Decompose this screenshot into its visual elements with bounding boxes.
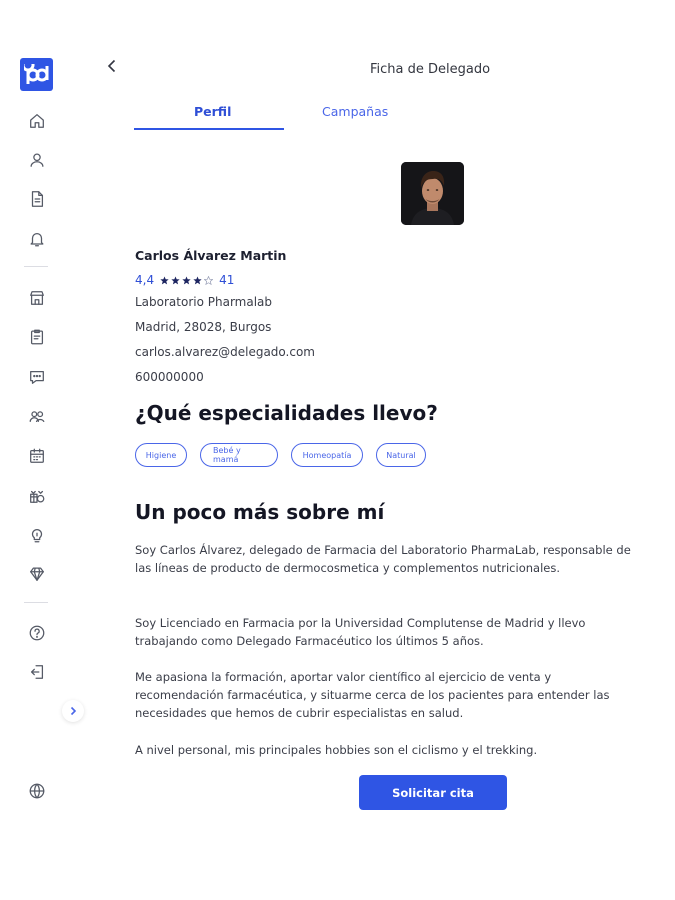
about-paragraph: Soy Carlos Álvarez, delegado de Farmacia del Laboratorio PharmaLab, responsable de las líneas de producto de dermocosmetica y complementos nutricionales. bbox=[135, 543, 631, 575]
rating-stars bbox=[160, 276, 213, 285]
phone[interactable]: 600000000 bbox=[135, 370, 204, 384]
gifts-icon[interactable] bbox=[26, 485, 48, 507]
specialties-list bbox=[135, 443, 426, 467]
star-filled-icon bbox=[171, 276, 180, 285]
app-logo[interactable] bbox=[20, 58, 53, 91]
page-title: Ficha de Delegado bbox=[370, 62, 491, 77]
star-empty-icon bbox=[204, 276, 213, 285]
star-filled-icon bbox=[193, 276, 202, 285]
about-paragraph: A nivel personal, mis principales hobbies son el ciclismo y el trekking. bbox=[135, 743, 538, 757]
about-paragraph: Me apasiona la formación, aportar valor científico al ejercicio de venta y recomendación farmacéutica, y situarme cerca de los pacientes para entender las necesidades que hemos de cubrir especialistas en salud. bbox=[135, 670, 610, 720]
delegate-name: Carlos Álvarez Martin bbox=[135, 248, 287, 263]
request-appointment-button[interactable]: Solicitar cita bbox=[359, 775, 507, 810]
specialty-chip[interactable]: Bebé y mamá bbox=[200, 443, 278, 467]
document-icon[interactable] bbox=[26, 188, 48, 210]
specialty-chip[interactable]: Natural bbox=[376, 443, 426, 467]
calendar-icon[interactable] bbox=[26, 445, 48, 467]
logout-icon[interactable] bbox=[26, 661, 48, 683]
email[interactable]: carlos.alvarez@delegado.com bbox=[135, 345, 315, 359]
chevron-left-icon bbox=[106, 59, 118, 73]
tab-campanas[interactable]: Campañas bbox=[322, 104, 389, 119]
specialties-heading: ¿Qué especialidades llevo? bbox=[135, 401, 438, 425]
chat-icon[interactable] bbox=[26, 366, 48, 388]
clipboard-icon[interactable] bbox=[26, 326, 48, 348]
company-name: Laboratorio Pharmalab bbox=[135, 295, 273, 309]
rating-value: 4,4 bbox=[135, 273, 155, 287]
lightbulb-icon[interactable] bbox=[26, 524, 48, 546]
tab-bar bbox=[134, 104, 454, 132]
review-count: 41 bbox=[219, 273, 235, 287]
back-button[interactable] bbox=[102, 56, 122, 76]
profile-photo bbox=[401, 162, 464, 225]
diamond-icon[interactable] bbox=[26, 563, 48, 585]
store-icon[interactable] bbox=[26, 287, 48, 309]
active-tab-indicator bbox=[134, 128, 284, 130]
help-icon[interactable] bbox=[26, 622, 48, 644]
star-filled-icon bbox=[160, 276, 169, 285]
globe-icon[interactable] bbox=[26, 780, 48, 802]
sidebar-divider bbox=[24, 266, 48, 267]
expand-sidebar-button[interactable] bbox=[62, 700, 84, 722]
specialty-chip[interactable]: Homeopatía bbox=[291, 443, 363, 467]
home-icon[interactable] bbox=[26, 110, 48, 132]
avatar bbox=[401, 162, 464, 225]
specialty-chip[interactable]: Higiene bbox=[135, 443, 187, 467]
about-heading: Un poco más sobre mí bbox=[135, 500, 385, 524]
chevron-right-icon bbox=[68, 706, 78, 716]
about-paragraph: Soy Licenciado en Farmacia por la Universidad Complutense de Madrid y llevo trabajando como Delegado Farmacéutico los últimos 5 años. bbox=[135, 616, 586, 648]
tab-perfil[interactable]: Perfil bbox=[194, 104, 232, 119]
star-filled-icon bbox=[182, 276, 191, 285]
location: Madrid, 28028, Burgos bbox=[135, 320, 272, 334]
sidebar bbox=[0, 0, 74, 900]
user-icon[interactable] bbox=[26, 149, 48, 171]
rating bbox=[135, 273, 234, 287]
users-icon[interactable] bbox=[26, 405, 48, 427]
sidebar-divider bbox=[24, 602, 48, 603]
bell-icon[interactable] bbox=[26, 228, 48, 250]
logo-mark-icon bbox=[24, 64, 50, 86]
